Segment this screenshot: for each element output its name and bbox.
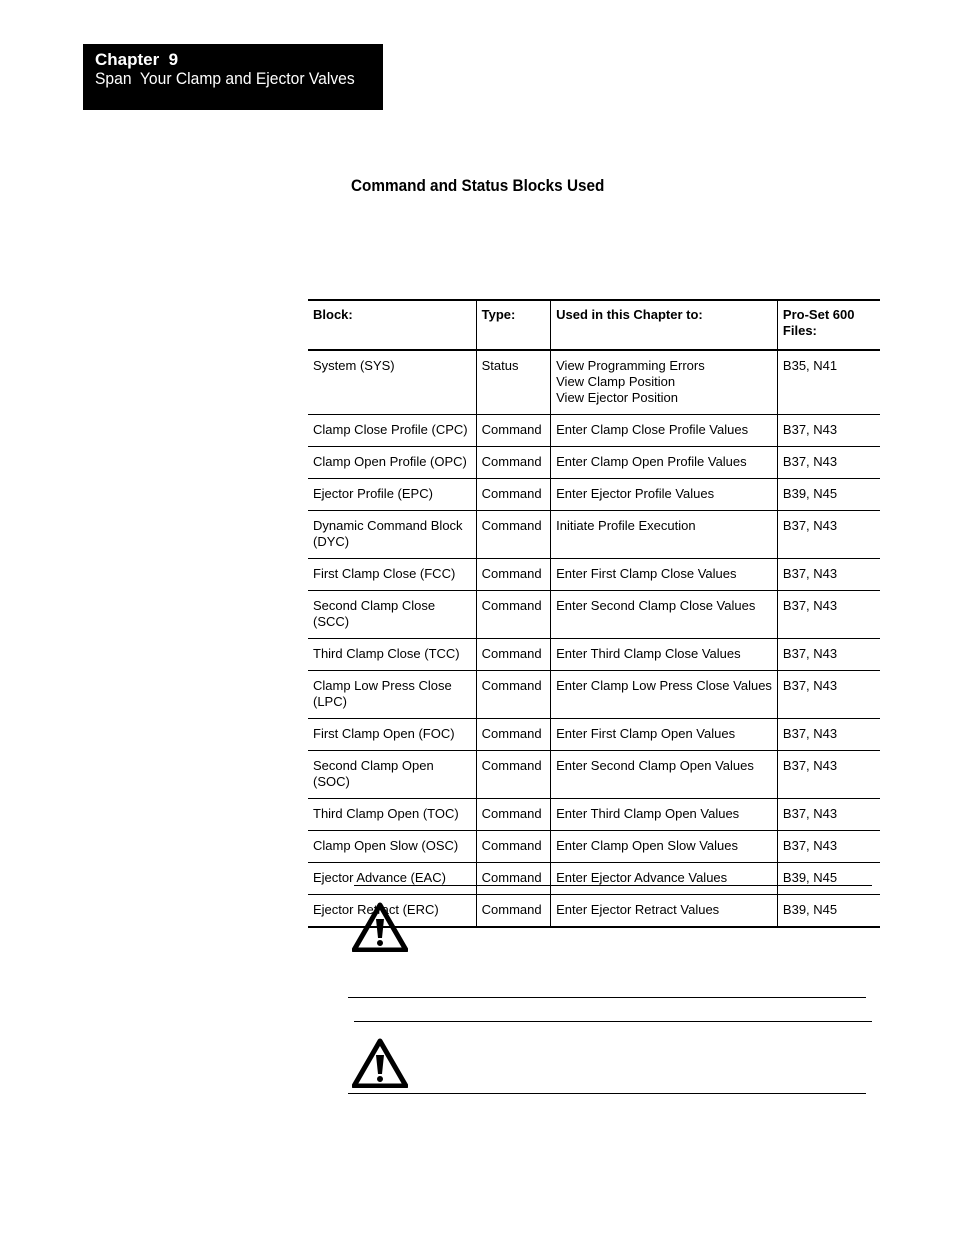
cell-block: Dynamic Command Block (DYC) [308,511,476,559]
cell-files: B37, N43 [777,799,880,831]
cell-block: Third Clamp Close (TCC) [308,639,476,671]
cell-files: B37, N43 [777,831,880,863]
table-row [308,639,880,671]
cell-used [551,863,778,895]
cell-block: Second Clamp Close (SCC) [308,591,476,639]
cell-type: Command [476,559,551,591]
warning-bottom-rule [348,1093,866,1094]
cell-used [551,591,778,639]
cell-used-line: View Clamp Position [556,374,676,389]
warning-bottom-rule [348,997,866,998]
cell-type: Command [476,895,551,928]
cell-used-line: Enter Third Clamp Close Values [556,646,741,661]
cell-files: B39, N45 [777,895,880,928]
section-title: Command and Status Blocks Used [351,176,605,195]
cell-used-line: Enter Clamp Low Press Close Values [556,678,772,693]
cell-type: Command [476,639,551,671]
cell-type: Command [476,447,551,479]
table-row [308,559,880,591]
warning-top-rule [354,885,872,886]
cell-block: First Clamp Close (FCC) [308,559,476,591]
cell-used-line: Enter Third Clamp Open Values [556,806,740,821]
cell-type: Command [476,591,551,639]
warning-top-rule [354,1021,872,1022]
cell-files: B39, N45 [777,479,880,511]
cell-used [551,511,778,559]
cell-used-line: Enter Second Clamp Open Values [556,758,754,773]
header-type: Type: [476,300,551,350]
chapter-title: Span Your Clamp and Ejector Valves [95,69,355,88]
cell-used-line: Enter First Clamp Close Values [556,566,737,581]
blocks-table [308,299,880,928]
cell-files: B37, N43 [777,751,880,799]
cell-used [551,415,778,447]
table-row [308,591,880,639]
header-used: Used in this Chapter to: [551,300,778,350]
cell-used [551,831,778,863]
table-row [308,447,880,479]
table-row [308,799,880,831]
cell-used-line: Enter Ejector Retract Values [556,902,720,917]
cell-used [551,719,778,751]
header-files: Pro-Set 600 Files: [777,300,880,350]
cell-used [551,751,778,799]
cell-used [551,447,778,479]
table-body [308,350,880,927]
cell-block: Clamp Close Profile (CPC) [308,415,476,447]
table-row [308,350,880,415]
chapter-header [83,44,383,110]
cell-files: B37, N43 [777,719,880,751]
cell-block: Second Clamp Open (SOC) [308,751,476,799]
cell-used-line: Enter Clamp Open Slow Values [556,838,738,853]
cell-block: Clamp Open Profile (OPC) [308,447,476,479]
cell-block: Clamp Open Slow (OSC) [308,831,476,863]
cell-used [551,350,778,415]
cell-block: Ejector Advance (EAC) [308,863,476,895]
cell-used-line: View Programming Errors [556,358,705,373]
warning-triangle-icon [352,1038,408,1088]
table-row [308,479,880,511]
cell-used [551,639,778,671]
cell-files: B35, N41 [777,350,880,415]
chapter-label: Chapter 9 [95,50,179,69]
cell-type: Command [476,719,551,751]
cell-files: B37, N43 [777,447,880,479]
header-block: Block: [308,300,476,350]
cell-type: Command [476,863,551,895]
cell-type: Status [476,350,551,415]
cell-files: B39, N45 [777,863,880,895]
cell-block: Third Clamp Open (TOC) [308,799,476,831]
cell-used-line: Enter Second Clamp Close Values [556,598,756,613]
cell-block: Ejector Profile (EPC) [308,479,476,511]
cell-used [551,479,778,511]
warning-triangle-icon [352,902,408,952]
cell-used-line: View Ejector Position [556,390,678,405]
table-row [308,751,880,799]
cell-files: B37, N43 [777,671,880,719]
cell-used [551,671,778,719]
cell-type: Command [476,511,551,559]
table-row [308,719,880,751]
cell-files: B37, N43 [777,591,880,639]
cell-files: B37, N43 [777,511,880,559]
cell-block: First Clamp Open (FOC) [308,719,476,751]
cell-used-line: Enter First Clamp Open Values [556,726,736,741]
cell-type: Command [476,751,551,799]
cell-used-line: Initiate Profile Execution [556,518,696,533]
cell-used-line: Enter Clamp Close Profile Values [556,422,749,437]
cell-files: B37, N43 [777,559,880,591]
cell-used [551,895,778,928]
cell-type: Command [476,479,551,511]
cell-type: Command [476,799,551,831]
cell-block: System (SYS) [308,350,476,415]
cell-used-line: Enter Ejector Advance Values [556,870,728,885]
table-row [308,831,880,863]
cell-type: Command [476,831,551,863]
cell-type: Command [476,671,551,719]
cell-block: Clamp Low Press Close (LPC) [308,671,476,719]
cell-used-line: Enter Clamp Open Profile Values [556,454,747,469]
cell-block: Ejector Retract (ERC) [308,895,476,928]
table-row [308,415,880,447]
table-row [308,671,880,719]
cell-type: Command [476,415,551,447]
table-header-row [308,300,880,350]
cell-files: B37, N43 [777,639,880,671]
cell-used-line: Enter Ejector Profile Values [556,486,715,501]
cell-used [551,799,778,831]
table-row [308,863,880,895]
cell-used [551,559,778,591]
cell-files: B37, N43 [777,415,880,447]
table-row [308,511,880,559]
